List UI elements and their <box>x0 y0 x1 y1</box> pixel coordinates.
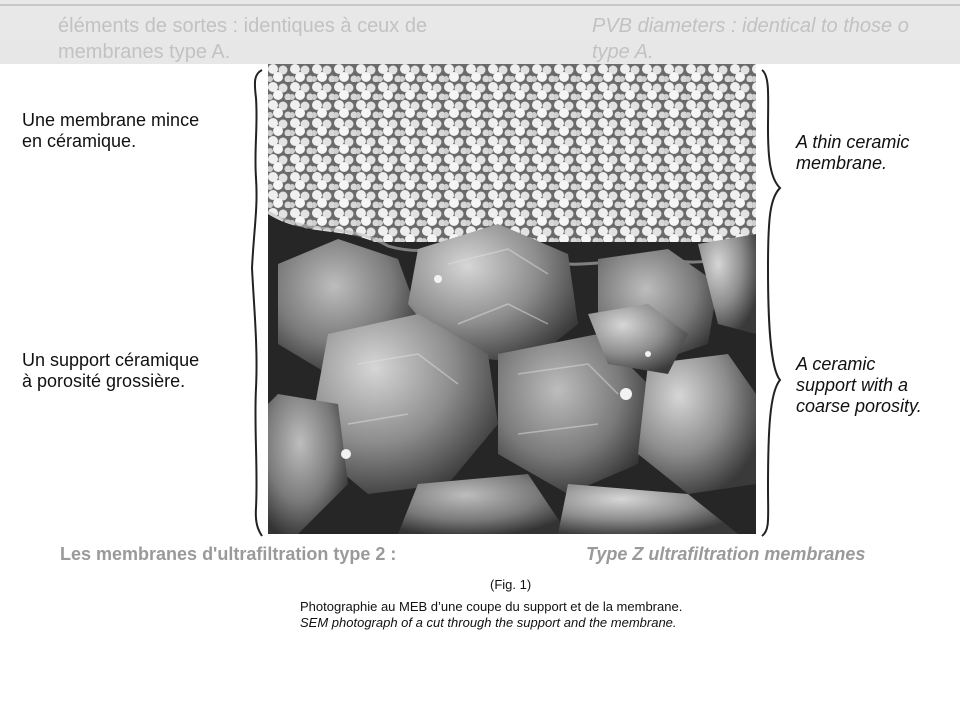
caption-membrane-en <box>796 132 909 174</box>
caption-support-en <box>796 354 922 417</box>
figure-label: (Fig. 1) <box>490 577 532 592</box>
scan-line <box>0 4 960 6</box>
caption-line: Un support céramique <box>22 350 200 370</box>
caption-line: coarse porosity. <box>796 396 922 416</box>
caption-support-fr <box>22 350 199 392</box>
caption-line: Une membrane mince <box>22 110 200 130</box>
caption-line: à porosité grossière. <box>22 371 186 391</box>
ghost-text: membranes type A. <box>58 41 231 63</box>
ghost-text: éléments de sortes : identiques à ceux de <box>58 15 428 37</box>
ghost-text: Type Z ultrafiltration membranes <box>586 544 866 564</box>
caption-line: membrane. <box>796 153 888 173</box>
ghost-text: Les membranes d'ultrafiltration type 2 : <box>60 544 397 564</box>
figure-caption-en: SEM photograph of a cut through the support and the membrane. <box>300 615 677 630</box>
caption-line: A thin ceramic <box>796 132 910 152</box>
left-brace-icon <box>250 68 266 538</box>
figure-caption-fr: Photographie au MEB d’une coupe du support et de la membrane. <box>300 599 683 614</box>
right-brace-icon <box>758 68 788 538</box>
caption-line: support with a <box>796 375 909 395</box>
ghost-text: PVB diameters : identical to those o <box>592 15 909 37</box>
caption-line: en céramique. <box>22 131 137 151</box>
sem-photograph <box>268 64 756 534</box>
caption-membrane-fr <box>22 110 199 152</box>
caption-line: A ceramic <box>796 354 876 374</box>
ghost-text: type A. <box>592 41 654 63</box>
figure-panel <box>0 64 960 648</box>
sem-image <box>268 64 756 534</box>
